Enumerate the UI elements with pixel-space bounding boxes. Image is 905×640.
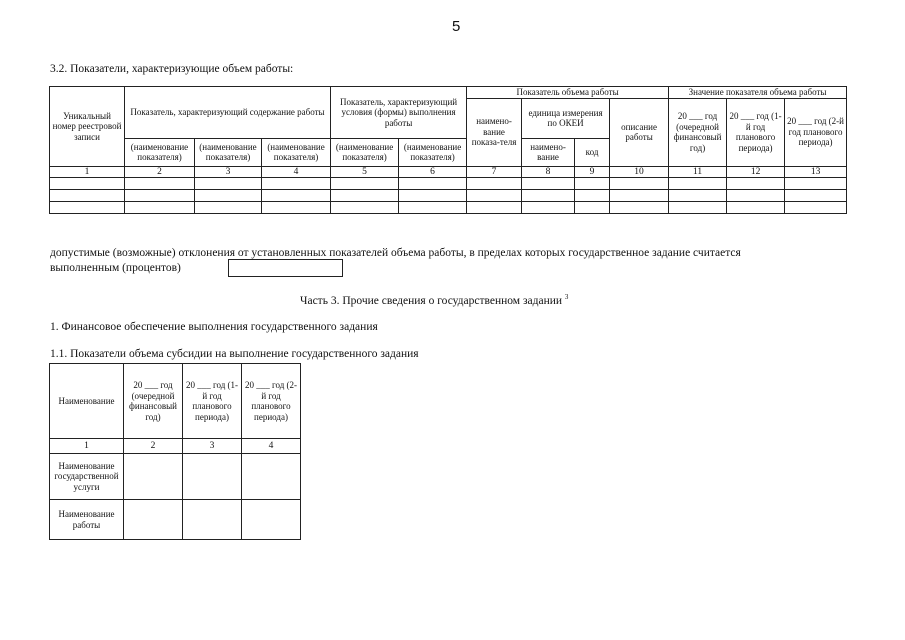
table-row [50, 178, 847, 190]
header-year-plan2: 20 ___ год (2-й год планового периода) [242, 364, 301, 439]
header-year-current: 20 ___ год (очередной финансовый год) [669, 98, 727, 166]
column-number: 5 [331, 166, 399, 178]
column-number: 4 [242, 439, 301, 454]
header-unit-name: наимено-вание [522, 138, 575, 166]
header-unit-okei: единица измерения по ОКЕИ [522, 98, 610, 138]
column-number: 13 [785, 166, 847, 178]
table-row [50, 202, 847, 214]
column-number: 12 [727, 166, 785, 178]
column-number: 1 [50, 166, 125, 178]
header-content-indicator: Показатель, характеризующий содержание работы [125, 87, 331, 139]
column-number: 3 [183, 439, 242, 454]
column-number: 1 [50, 439, 124, 454]
deviation-text-cont: выполненным (процентов) [50, 262, 181, 274]
deviation-percent-field[interactable] [228, 259, 343, 277]
column-number: 11 [669, 166, 727, 178]
header-param-name: (наименование показателя) [399, 138, 467, 166]
header-conditions-indicator: Показатель, характеризующий условия (формы) выполнения работы [331, 87, 467, 139]
section-1-1-title: 1.1. Показатели объема субсидии на выполнение государственного задания [50, 348, 419, 360]
header-year-plan1: 20 ___ год (1-й год планового периода) [727, 98, 785, 166]
row-label-work: Наименование работы [50, 500, 124, 540]
footnote-marker: 3 [564, 293, 569, 301]
deviation-text: допустимые (возможные) отклонения от установленных показателей объема работы, в пределах которых государственное задание считается [50, 247, 741, 259]
column-number: 9 [575, 166, 610, 178]
header-name: Наименование [50, 364, 124, 439]
table-row [50, 190, 847, 202]
work-volume-table [49, 86, 847, 214]
header-param-name: (наименование показателя) [125, 138, 195, 166]
header-year-plan2: 20 ___ год (2-й год планового периода) [785, 98, 847, 166]
header-unit-code: код [575, 138, 610, 166]
header-year-plan1: 20 ___ год (1-й год планового периода) [183, 364, 242, 439]
column-number: 10 [610, 166, 669, 178]
header-work-description: описание работы [610, 98, 669, 166]
column-number: 7 [467, 166, 522, 178]
subsidy-table [49, 363, 301, 540]
column-number: 2 [124, 439, 183, 454]
column-number: 4 [262, 166, 331, 178]
header-param-name: (наименование показателя) [195, 138, 262, 166]
section-1-title: 1. Финансовое обеспечение выполнения государственного задания [50, 321, 378, 333]
column-number: 2 [125, 166, 195, 178]
column-number: 8 [522, 166, 575, 178]
table-row [50, 500, 301, 540]
header-volume-values: Значение показателя объема работы [669, 87, 847, 99]
table-row [50, 454, 301, 500]
column-number: 6 [399, 166, 467, 178]
header-unique-number: Уникальный номер реестровой записи [50, 87, 125, 167]
header-param-name: (наименование показателя) [331, 138, 399, 166]
header-param-name: (наименование показателя) [262, 138, 331, 166]
row-label-service: Наименование государственной услуги [50, 454, 124, 500]
part3-title: Часть 3. Прочие сведения о государственном задании $^3$ [300, 293, 569, 307]
header-indicator-name: наимено-вание показа-теля [467, 98, 522, 166]
header-volume-indicator: Показатель объема работы [467, 87, 669, 99]
header-year-current: 20 ___ год (очередной финансовый год) [124, 364, 183, 439]
section-3-2-title: 3.2. Показатели, характеризующие объем работы: [50, 63, 294, 75]
column-number: 3 [195, 166, 262, 178]
page-number: 5 [452, 18, 461, 35]
